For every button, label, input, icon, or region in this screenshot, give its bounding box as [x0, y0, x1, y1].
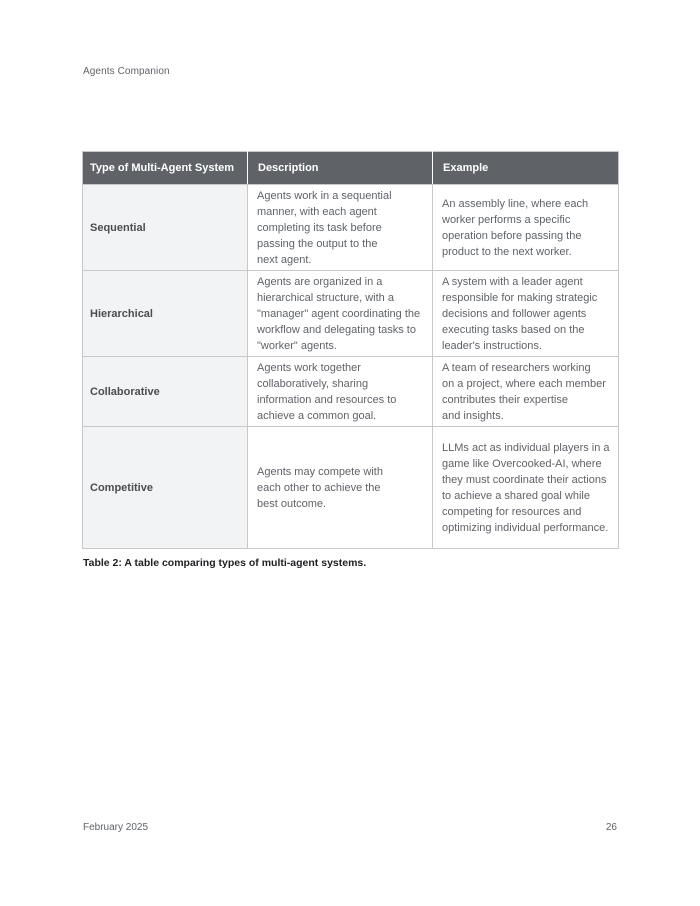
table-row — [83, 271, 619, 357]
description-line: information and resources to — [257, 393, 397, 406]
example-line: game like Overcooked-AI, where — [442, 457, 602, 470]
example-line: An assembly line, where each — [442, 197, 589, 210]
example-line: on a project, where each member — [442, 377, 606, 390]
page-number: 26 — [605, 822, 617, 833]
row-type-cell: Competitive — [83, 427, 248, 549]
row-example-cell — [433, 271, 619, 357]
example-line: operation before passing the — [442, 229, 582, 242]
table-row — [83, 427, 619, 549]
description-line: Agents are organized in a — [257, 275, 383, 288]
column-header-example: Example — [433, 152, 619, 185]
example-line: worker performs a specific — [442, 213, 571, 226]
row-type-cell: Collaborative — [83, 357, 248, 427]
example-line: optimizing individual performance. — [442, 521, 609, 534]
description-line: "manager" agent coordinating the — [257, 307, 421, 320]
example-line: leader's instructions. — [442, 339, 542, 352]
row-type-cell: Hierarchical — [83, 271, 248, 357]
row-type-cell: Sequential — [83, 185, 248, 271]
description-line: achieve a common goal. — [257, 409, 377, 422]
footer-date: February 2025 — [83, 822, 149, 833]
example-line: to achieve a shared goal while — [442, 489, 590, 502]
table-row — [83, 185, 619, 271]
description-line: collaboratively, sharing — [257, 377, 369, 390]
description-line: Agents work together — [257, 361, 361, 374]
description-line: best outcome. — [257, 497, 327, 510]
example-line: responsible for making strategic — [442, 291, 598, 304]
example-line: they must coordinate their actions — [442, 473, 607, 486]
row-description-cell — [248, 427, 433, 549]
description-line: workflow and delegating tasks to — [257, 323, 416, 336]
example-line: decisions and follower agents — [442, 307, 587, 320]
table-row — [83, 357, 619, 427]
example-line: executing tasks based on the — [442, 323, 585, 336]
description-line: Agents work in a sequential — [257, 189, 392, 202]
table-header-row — [83, 152, 619, 185]
description-line: hierarchical structure, with a — [257, 291, 394, 304]
running-header: Agents Companion — [83, 66, 170, 77]
multi-agent-table-container — [82, 151, 618, 549]
description-line: next agent. — [257, 253, 312, 266]
column-header-type: Type of Multi-Agent System — [83, 152, 248, 185]
description-line: "worker" agents. — [257, 339, 337, 352]
example-line: product to the next worker. — [442, 245, 572, 258]
description-line: completing its task before — [257, 221, 382, 234]
row-description-cell — [248, 271, 433, 357]
example-line: contributes their expertise — [442, 393, 568, 406]
description-line: each other to achieve the — [257, 481, 381, 494]
description-line: passing the output to the — [257, 237, 378, 250]
multi-agent-types-table — [82, 151, 619, 549]
column-header-description: Description — [248, 152, 433, 185]
example-line: A system with a leader agent — [442, 275, 583, 288]
row-description-cell — [248, 357, 433, 427]
example-line: A team of researchers working — [442, 361, 591, 374]
description-line: manner, with each agent — [257, 205, 377, 218]
row-description-cell — [248, 185, 433, 271]
row-example-cell — [433, 185, 619, 271]
example-line: competing for resources and — [442, 505, 582, 518]
description-line: Agents may compete with — [257, 465, 383, 478]
table-caption: Table 2: A table comparing types of multi-agent systems. — [83, 557, 367, 569]
example-line: LLMs act as individual players in a — [442, 441, 610, 454]
row-example-cell — [433, 427, 619, 549]
example-line: and insights. — [442, 409, 504, 422]
row-example-cell — [433, 357, 619, 427]
